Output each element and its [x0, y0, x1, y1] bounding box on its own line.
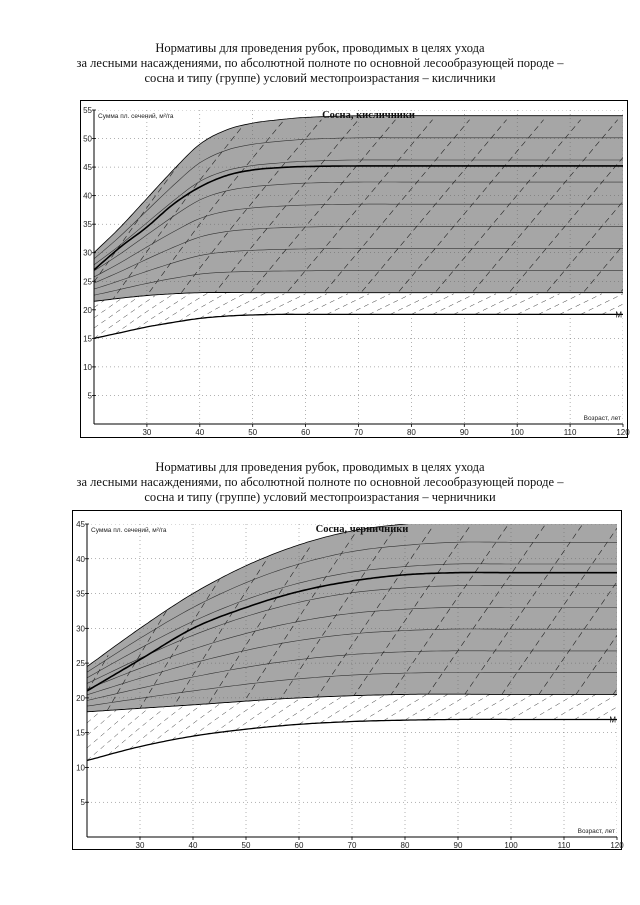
y-tick-label: 25: [76, 659, 85, 669]
x-tick-label: 120: [616, 428, 630, 437]
heading-line: за лесными насаждениями, по абсолютной полноте по основной лесообразующей породе –: [76, 56, 564, 70]
heading-line: сосна и типу (группе) условий местопроизрастания – кисличники: [144, 71, 496, 85]
x-tick-label: 60: [301, 428, 311, 437]
y-tick-label: 50: [83, 134, 92, 144]
heading-line: за лесными насаждениями, по абсолютной полноте по основной лесообразующей породе –: [76, 475, 564, 489]
x-tick-label: 50: [241, 841, 251, 850]
y-tick-label: 15: [83, 334, 92, 344]
x-tick-label: 90: [459, 428, 469, 437]
y-tick-label: 30: [83, 248, 92, 258]
x-tick-label: 100: [504, 841, 518, 850]
x-tick-label: 110: [563, 428, 577, 437]
y-tick-label: 5: [80, 798, 85, 808]
y-tick-label: 35: [83, 220, 92, 230]
x-tick-label: 110: [557, 841, 571, 850]
chart-title: Сосна, черничники: [315, 524, 409, 535]
x-tick-label: 40: [195, 428, 205, 437]
x-tick-label: 40: [188, 841, 198, 850]
y-tick-label: 15: [76, 728, 85, 738]
x-tick-label: 60: [294, 841, 304, 850]
chart-chernichniki-svg: [72, 510, 622, 850]
x-tick-label: 70: [354, 428, 363, 437]
x-tick-label: 120: [610, 841, 624, 850]
x-axis-label: Возраст, лет: [577, 828, 615, 835]
heading-chernichniki: [40, 460, 600, 505]
y-tick-label: 20: [76, 693, 85, 703]
heading-line: Нормативы для проведения рубок, проводимых в целях ухода: [155, 41, 485, 55]
y-tick-label: 25: [83, 277, 92, 287]
y-axis-label: Сумма пл. сечений, м²/га: [98, 113, 174, 120]
x-axis-label: Возраст, лет: [583, 415, 621, 422]
y-tick-label: 10: [76, 763, 85, 773]
y-tick-label: 5: [87, 391, 92, 401]
y-tick-label: 35: [76, 589, 85, 599]
y-tick-label: 45: [83, 163, 92, 173]
chart-kislichniki: [80, 100, 628, 438]
y-tick-label: 20: [83, 305, 92, 315]
y-tick-label: 30: [76, 624, 85, 634]
chart-title: Сосна, кисличники: [322, 110, 415, 121]
y-tick-label: 40: [83, 191, 92, 201]
x-tick-label: 100: [510, 428, 524, 437]
x-tick-label: 80: [400, 841, 410, 850]
minimum-line-label: М: [615, 310, 622, 320]
chart-kislichniki-svg: [80, 100, 628, 438]
x-tick-label: 50: [248, 428, 258, 437]
y-tick-label: 10: [83, 362, 92, 372]
heading-kislichniki: [40, 41, 600, 86]
x-tick-label: 30: [142, 428, 152, 437]
chart-chernichniki: [72, 510, 622, 850]
y-tick-label: 55: [83, 106, 92, 115]
x-tick-label: 90: [453, 841, 463, 850]
x-tick-label: 80: [406, 428, 416, 437]
y-tick-label: 40: [76, 554, 85, 564]
y-tick-label: 45: [76, 520, 85, 529]
heading-line: сосна и типу (группе) условий местопроизрастания – черничники: [144, 490, 496, 504]
x-tick-label: 70: [347, 841, 357, 850]
x-tick-label: 30: [135, 841, 145, 850]
y-axis-label: Сумма пл. сечений, м²/га: [91, 527, 167, 534]
heading-line: Нормативы для проведения рубок, проводимых в целях ухода: [155, 460, 485, 474]
minimum-line-label: М: [609, 715, 616, 725]
